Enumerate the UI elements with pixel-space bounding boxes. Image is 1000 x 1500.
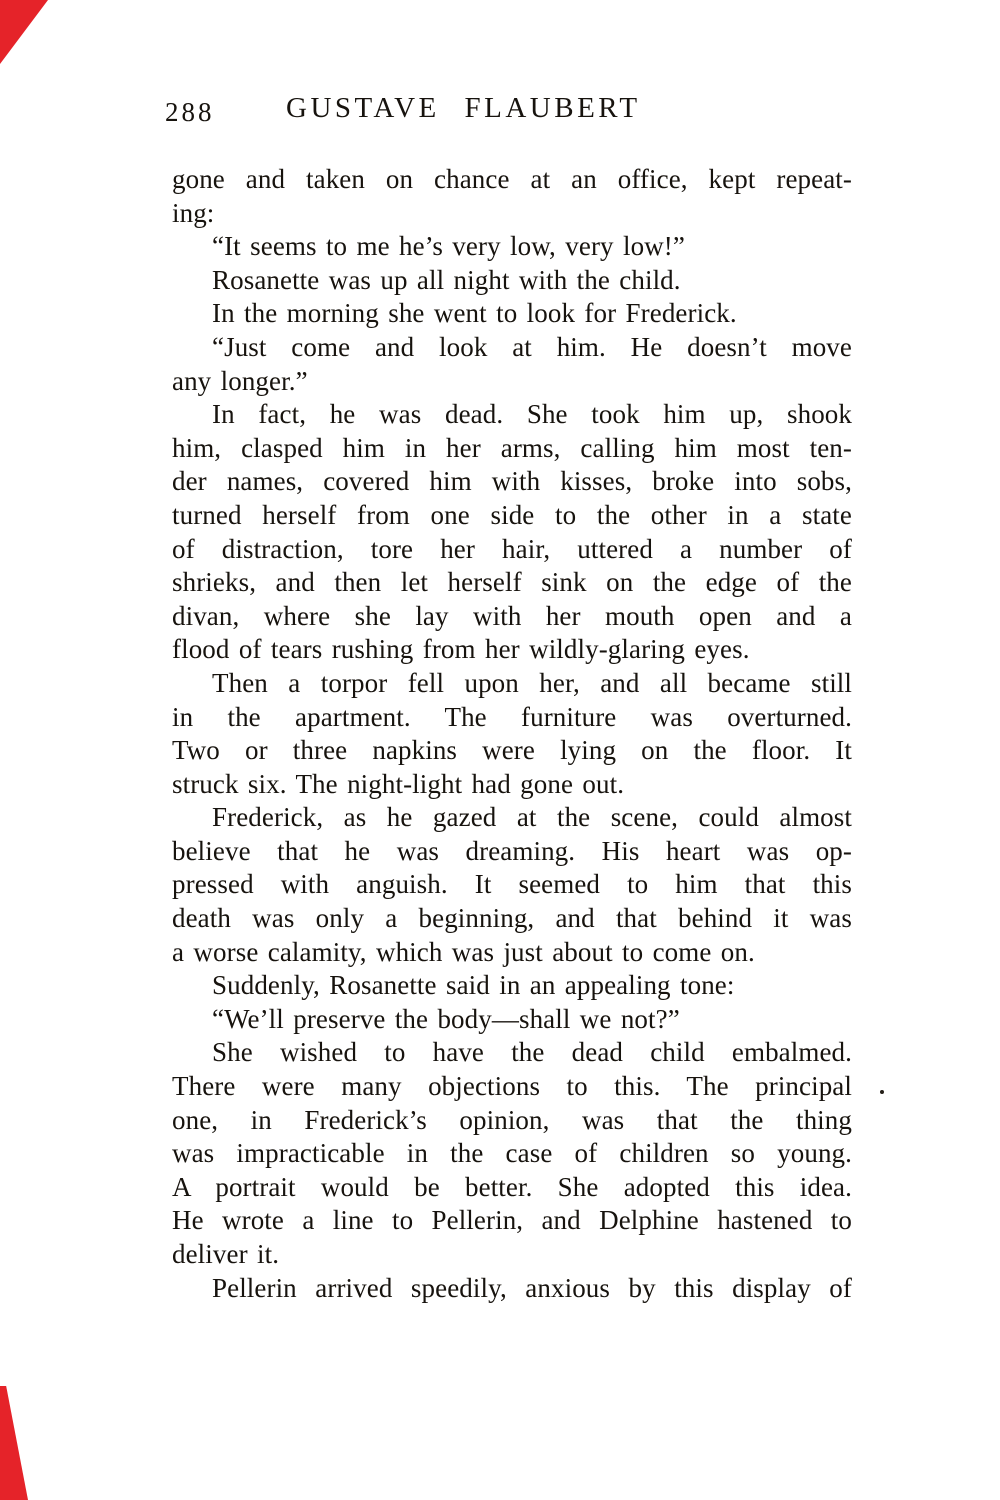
text-line: turned herself from one side to the other in a state — [172, 499, 852, 530]
text-line: ing: — [172, 197, 215, 228]
text-line: Suddenly, Rosanette said in an appealing tone: — [212, 970, 735, 1001]
text-line: Rosanette was up all night with the child. — [212, 264, 681, 295]
text-line: was impracticable in the case of children so young. — [172, 1138, 852, 1169]
text-line: There were many objections to this. The principal — [172, 1071, 852, 1102]
text-line: of distraction, tore her hair, uttered a number of — [172, 533, 852, 564]
text-line: A portrait would be better. She adopted this idea. — [172, 1171, 852, 1202]
text-line: She wished to have the dead child embalmed. — [212, 1037, 852, 1068]
page-header — [165, 92, 852, 134]
text-line: shrieks, and then let herself sink on the edge of the — [172, 567, 852, 598]
text-line: Pellerin arrived speedily, anxious by this display of — [212, 1272, 852, 1303]
text-line: Then a torpor fell upon her, and all became still — [212, 667, 852, 698]
text-line: “We’ll preserve the body—shall we not?” — [212, 1003, 680, 1034]
text-line: him, clasped him in her arms, calling him most ten- — [172, 432, 852, 463]
text-line: He wrote a line to Pellerin, and Delphine hastened to — [172, 1205, 852, 1236]
text-line: a worse calamity, which was just about to come on. — [172, 936, 755, 967]
page-number: 288 — [165, 97, 215, 127]
text-line: pressed with anguish. It seemed to him that this — [172, 869, 852, 900]
text-line: in the apartment. The furniture was overturned. — [172, 701, 852, 732]
scan-artifact-bottom-left — [0, 1386, 28, 1500]
text-line: one, in Frederick’s opinion, was that the thing — [172, 1104, 852, 1135]
text-line: In fact, he was dead. She took him up, shook — [212, 399, 852, 430]
text-line: Two or three napkins were lying on the floor. It — [172, 735, 852, 766]
running-title: GUSTAVE FLAUBERT — [286, 92, 641, 124]
text-line: struck six. The night-light had gone out. — [172, 768, 625, 799]
text-line: divan, where she lay with her mouth open and a — [172, 600, 852, 631]
text-line: believe that he was dreaming. His heart was op- — [172, 835, 852, 866]
text-line: any longer.” — [172, 365, 308, 396]
text-line: deliver it. — [172, 1239, 280, 1269]
ink-speck-artifact — [880, 1090, 884, 1094]
scan-artifact-top-left — [0, 0, 48, 64]
text-line: der names, covered him with kisses, broke into sobs, — [172, 466, 852, 497]
body-text — [172, 163, 852, 1305]
text-line: death was only a beginning, and that behind it was — [172, 903, 852, 934]
text-line: Frederick, as he gazed at the scene, could almost — [212, 802, 852, 833]
text-line: flood of tears rushing from her wildly-glaring eyes. — [172, 634, 750, 665]
text-line: “Just come and look at him. He doesn’t move — [212, 331, 852, 362]
text-line: “It seems to me he’s very low, very low!” — [212, 231, 685, 262]
text-line: In the morning she went to look for Frederick. — [212, 298, 737, 329]
text-line: gone and taken on chance at an office, kept repeat- — [172, 164, 852, 194]
